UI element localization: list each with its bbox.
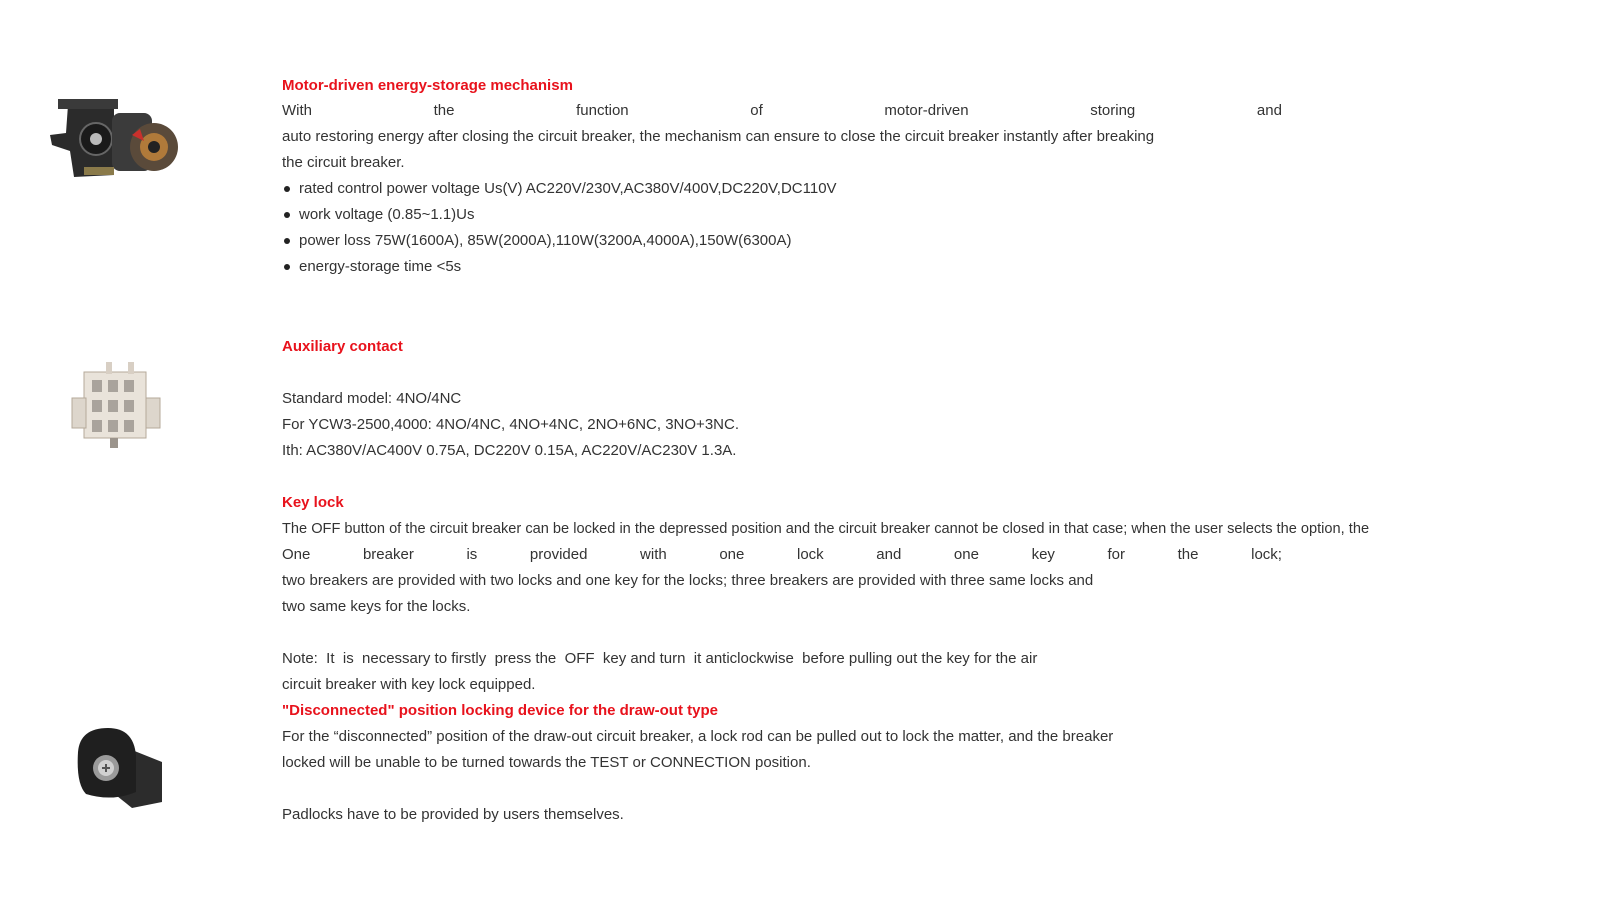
word: motor-driven bbox=[884, 102, 969, 119]
auxiliary-contact-image bbox=[70, 358, 162, 456]
keylock-heading: Key lock bbox=[282, 494, 344, 511]
word: lock bbox=[796, 546, 824, 563]
word: provided bbox=[529, 546, 588, 563]
word: lock; bbox=[1251, 546, 1282, 563]
motor-bullet: energy-storage time <5s bbox=[282, 254, 461, 280]
motor-intro-line1 bbox=[282, 98, 1282, 124]
disconnected-line2: locked will be unable to be turned towards the TEST or CONNECTION position. bbox=[282, 754, 811, 771]
motor-bullet: rated control power voltage Us(V) AC220V/230V,AC380V/400V,DC220V,DC110V bbox=[282, 176, 837, 202]
word: the bbox=[433, 102, 455, 119]
word: With bbox=[282, 102, 312, 119]
word: one bbox=[953, 546, 979, 563]
disconnected-heading: "Disconnected" position locking device for the draw-out type bbox=[282, 702, 718, 719]
keylock-line4: two same keys for the locks. bbox=[282, 598, 471, 615]
word: one bbox=[719, 546, 745, 563]
word: with bbox=[640, 546, 667, 563]
word: and bbox=[1256, 102, 1282, 119]
word: function bbox=[576, 102, 629, 119]
auxiliary-line: Standard model: 4NO/4NC bbox=[282, 390, 462, 407]
word: One bbox=[282, 546, 311, 563]
keylock-line1: The OFF button of the circuit breaker can be locked in the depressed position and the circuit breaker cannot be closed in that case; when the user selects the option, the bbox=[282, 521, 1370, 537]
word: is bbox=[466, 546, 478, 563]
keylock-line3: two breakers are provided with two locks and one key for the locks; three breakers are provided with three same locks and bbox=[282, 572, 1094, 589]
motor-bullet: work voltage (0.85~1.1)Us bbox=[282, 202, 475, 228]
motor-intro-line2: auto restoring energy after closing the circuit breaker, the mechanism can ensure to close the circuit breaker instantly after breaking bbox=[282, 128, 1155, 145]
keylock-note-line1: Note: It is necessary to firstly press the OFF key and turn it anticlockwise before pulling out the key for the air bbox=[282, 650, 1038, 667]
motor-mechanism-image bbox=[44, 95, 194, 191]
motor-bullet: power loss 75W(1600A), 85W(2000A),110W(3200A,4000A),150W(6300A) bbox=[282, 228, 791, 254]
word: key bbox=[1031, 546, 1055, 563]
word: breaker bbox=[362, 546, 414, 563]
disconnected-line1: For the “disconnected” position of the draw-out circuit breaker, a lock rod can be pulled out to lock the matter, and the breaker bbox=[282, 728, 1114, 745]
word: and bbox=[876, 546, 902, 563]
keylock-line2 bbox=[282, 542, 1282, 568]
disconnected-line3: Padlocks have to be provided by users themselves. bbox=[282, 806, 624, 823]
auxiliary-heading: Auxiliary contact bbox=[282, 338, 403, 355]
motor-intro-line3: the circuit breaker. bbox=[282, 154, 405, 171]
motor-heading: Motor-driven energy-storage mechanism bbox=[282, 77, 573, 94]
auxiliary-line: For YCW3-2500,4000: 4NO/4NC, 4NO+4NC, 2NO+6NC, 3NO+3NC. bbox=[282, 416, 739, 433]
word: the bbox=[1177, 546, 1199, 563]
position-lock-image bbox=[72, 722, 164, 820]
word: storing bbox=[1090, 102, 1136, 119]
word: for bbox=[1107, 546, 1126, 563]
auxiliary-line: Ith: AC380V/AC400V 0.75A, DC220V 0.15A, AC220V/AC230V 1.3A. bbox=[282, 442, 737, 459]
word: of bbox=[750, 102, 763, 119]
keylock-note-line2: circuit breaker with key lock equipped. bbox=[282, 676, 536, 693]
